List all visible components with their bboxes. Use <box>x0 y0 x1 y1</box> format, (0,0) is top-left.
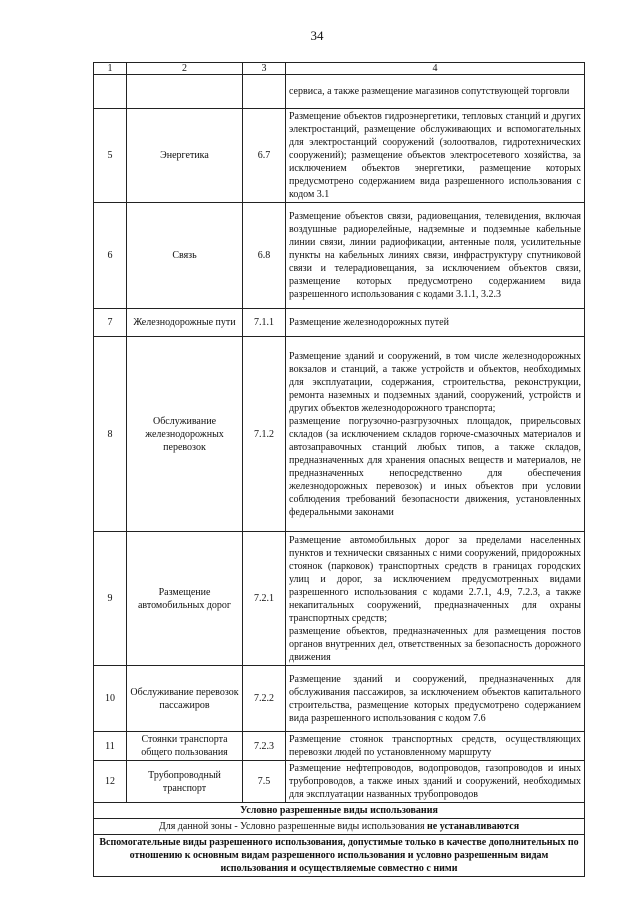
row-number: 12 <box>94 761 127 803</box>
row-number <box>94 75 127 109</box>
conditional-uses-heading: Условно разрешенные виды использования <box>94 803 585 819</box>
conditional-note-emphasis: не устанавливаются <box>427 821 520 832</box>
section-note-row <box>94 819 585 835</box>
row-number: 11 <box>94 732 127 761</box>
header-cell: 1 <box>94 63 127 75</box>
table-row <box>94 75 585 109</box>
row-number: 9 <box>94 532 127 666</box>
use-type-name: Стоянки транспорта общего пользования <box>127 732 243 761</box>
header-cell: 4 <box>286 63 585 75</box>
row-number: 7 <box>94 309 127 337</box>
description-paragraph: Размещение автомобильных дорог за пределами населенных пунктов и технически связанных с ними сооружений, придорожных стоянок (парковок) транспортных средств в границах городских улиц и дорог, за исключением предусмотренных видами разрешенного использования с кодами 2.7.1, 4.9, 7.2.3, а также некапитальных сооружений, предназначенных для охраны транспортных средств; <box>289 534 581 624</box>
use-type-name: Энергетика <box>127 109 243 203</box>
table-header-row <box>94 63 585 75</box>
use-type-code: 7.1.2 <box>243 337 286 532</box>
table-row <box>94 337 585 532</box>
table-row <box>94 309 585 337</box>
description-paragraph: размещение погрузочно-разгрузочных площадок, прирельсовых складов (за исключением складов горюче-смазочных материалов и автозаправочных станций любых типов, а также складов, предназначенных для хранения опасных веществ и материалов, не предназначенных непосредственно для обеспечения железнодорожных перевозок) и иных объектов при условии соблюдения требований безопасности движения, установленных федеральными законами <box>289 415 581 518</box>
use-type-name <box>127 75 243 109</box>
use-type-name: Обслуживание перевозок пассажиров <box>127 666 243 732</box>
header-cell: 2 <box>127 63 243 75</box>
use-type-description <box>286 532 585 666</box>
table-row <box>94 761 585 803</box>
header-cell: 3 <box>243 63 286 75</box>
conditional-note-text: Для данной зоны - Условно разрешенные виды использования <box>158 821 428 832</box>
use-type-code: 7.1.1 <box>243 309 286 337</box>
use-type-name: Размещение автомобильных дорог <box>127 532 243 666</box>
use-type-description <box>286 337 585 532</box>
use-type-description: Размещение стоянок транспортных средств, осуществляющих перевозки людей по установленному маршруту <box>286 732 585 761</box>
page-number: 34 <box>310 28 324 43</box>
use-type-description: Размещение железнодорожных путей <box>286 309 585 337</box>
table-row <box>94 109 585 203</box>
row-number: 8 <box>94 337 127 532</box>
use-type-name: Трубопроводный транспорт <box>127 761 243 803</box>
use-type-code: 7.2.3 <box>243 732 286 761</box>
use-type-name: Обслуживание железнодорожных перевозок <box>127 337 243 532</box>
use-type-code: 6.7 <box>243 109 286 203</box>
table-row <box>94 203 585 309</box>
use-type-code: 7.5 <box>243 761 286 803</box>
use-type-description: Размещение зданий и сооружений, предназначенных для обслуживания пассажиров, за исключением объектов капитального строительства, размещение которых предусмотрено содержанием вида разрешенного использования с кодом 7.6 <box>286 666 585 732</box>
use-type-description: Размещение объектов связи, радиовещания, телевидения, включая воздушные радиорелейные, надземные и подземные кабельные линии связи, линии радиофикации, антенные поля, усилительные пункты на кабельных линиях связи, инфраструктуру спутниковой связи и телерадиовещания, за исключением объектов связи, размещение которых предусмотрено содержанием вида разрешенного использования с кодами 3.1.1, 3.2.3 <box>286 203 585 309</box>
auxiliary-uses-heading: Вспомогательные виды разрешенного использования, допустимые только в качестве дополнительных по отношению к основным видам разрешенного использования и условно разрешенным видам использования и осуществляемые совместно с ними <box>94 835 585 877</box>
use-type-code: 6.8 <box>243 203 286 309</box>
row-number: 10 <box>94 666 127 732</box>
description-paragraph: размещение объектов, предназначенных для размещения постов органов внутренних дел, ответственных за безопасность дорожного движения <box>289 625 581 663</box>
use-type-code: 7.2.1 <box>243 532 286 666</box>
conditional-uses-note <box>94 819 585 835</box>
use-type-code <box>243 75 286 109</box>
use-type-description: сервиса, а также размещение магазинов сопутствующей торговли <box>286 75 585 109</box>
use-type-name: Железнодорожные пути <box>127 309 243 337</box>
use-type-name: Связь <box>127 203 243 309</box>
row-number: 5 <box>94 109 127 203</box>
description-paragraph: Размещение зданий и сооружений, в том числе железнодорожных вокзалов и станций, а также устройств и объектов, необходимых для эксплуатации, содержания, строительства, реконструкции, ремонта наземных и подземных зданий, сооружений, устройств и других объектов железнодорожного транспорта; <box>289 350 581 414</box>
use-type-description: Размещение объектов гидроэнергетики, тепловых станций и других электростанций, размещение обслуживающих и вспомогательных для электростанций сооружений (золоотвалов, гидротехнических сооружений); размещение объектов электросетевого хозяйства, за исключением объектов энергетики, размещение которых предусмотрено содержанием вида разрешенного использования с кодом 3.1 <box>286 109 585 203</box>
use-type-description: Размещение нефтепроводов, водопроводов, газопроводов и иных трубопроводов, а также иных зданий и сооружений, необходимых для эксплуатации названных трубопроводов <box>286 761 585 803</box>
table-row <box>94 666 585 732</box>
use-type-code: 7.2.2 <box>243 666 286 732</box>
table-row <box>94 532 585 666</box>
section-heading-row <box>94 835 585 877</box>
row-number: 6 <box>94 203 127 309</box>
permitted-uses-table <box>93 62 585 877</box>
section-heading-row <box>94 803 585 819</box>
table-row <box>94 732 585 761</box>
